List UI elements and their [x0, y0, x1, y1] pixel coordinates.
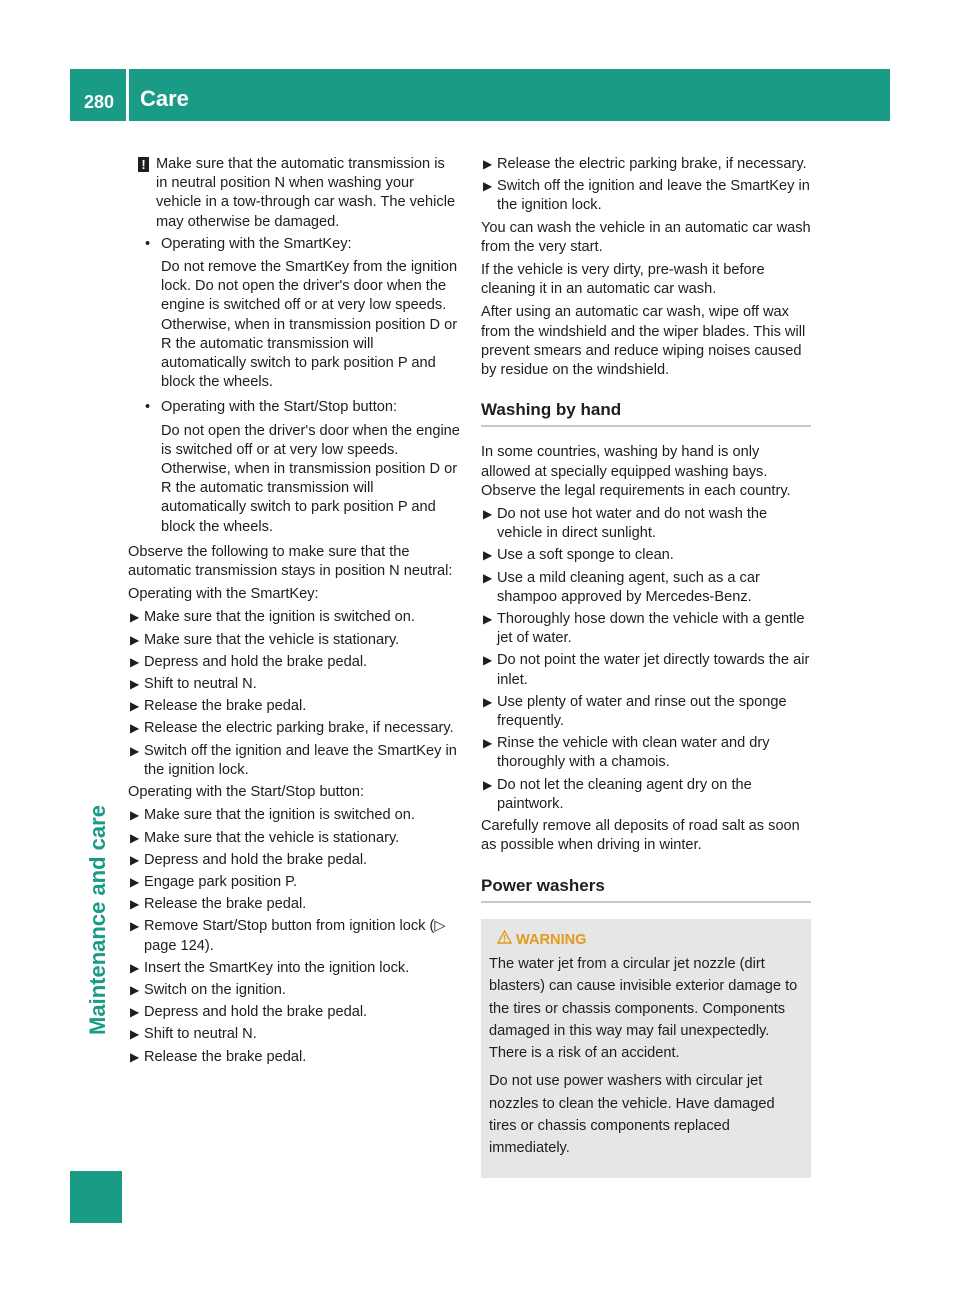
arrow-icon: ▶ [483, 548, 493, 563]
step-item: ▶ Make sure that the ignition is switched on. [128, 608, 460, 627]
arrow-icon: ▶ [483, 694, 493, 709]
bullet-smartkey-text: Do not remove the SmartKey from the ignition lock. Do not open the driver's door when the engine is switched off or at very low speeds. Otherwise, when in transmission position D or R the automatic transmission will automatically switch to park position P and block the wheels. [161, 259, 458, 391]
arrow-icon: ▶ [130, 852, 140, 867]
smartkey-heading: Operating with the SmartKey: [128, 586, 319, 603]
warning-text-1: The water jet from a circular jet nozzle (dirt blasters) can cause invisible exterior damage to the tires or chassis components. Components damaged in this way may fail unexpectedly. There is a risk of an accident. [489, 956, 798, 1062]
arrow-icon: ▶ [483, 653, 493, 668]
arrow-icon: ▶ [483, 777, 493, 792]
arrow-icon: ▶ [130, 874, 140, 889]
arrow-icon: ▶ [130, 808, 140, 823]
bullet-startstop: • Operating with the Start/Stop button: [128, 398, 460, 417]
step-item: ▶ Shift to neutral N. [128, 675, 460, 694]
arrow-icon: ▶ [130, 610, 140, 625]
step-item: ▶ Release the brake pedal. [128, 697, 460, 716]
warning-triangle-icon [497, 929, 512, 951]
step-item: ▶ Switch off the ignition and leave the SmartKey in the ignition lock. [130, 742, 457, 778]
warning-text-2: Do not use power washers with circular jet nozzles to clean the vehicle. Have damaged tires or chassis components replaced immediately. [489, 1073, 775, 1157]
arrow-icon: ▶ [483, 736, 493, 751]
paragraph-countries: In some countries, washing by hand is only allowed at specially equipped washing bays. Observe the legal requirements in each country. [481, 444, 791, 499]
step-item: ▶ Make sure that the vehicle is stationary. [128, 631, 460, 650]
warning-box [481, 919, 811, 1178]
left-column [128, 155, 460, 1070]
step-item: ▶ Make sure that the ignition is switched on. [128, 806, 460, 825]
header-divider [126, 69, 129, 121]
startstop-heading: Operating with the Start/Stop button: [128, 784, 365, 801]
smartkey-steps [128, 608, 460, 780]
step-item: ▶ Rinse the vehicle with clean water and dry thoroughly with a chamois. [483, 735, 770, 771]
heading-washing-by-hand: Washing by hand [481, 400, 811, 427]
arrow-icon: ▶ [483, 612, 493, 627]
arrow-icon: ▶ [130, 1027, 140, 1042]
heading-power-washers: Power washers [481, 876, 811, 903]
step-item: ▶ Engage park position P. [128, 873, 460, 892]
bullet-startstop-text: Do not open the driver's door when the engine is switched off or at very low speeds. Otherwise, when in transmission position D or R the automatic transmission will automatically switch to park position P and block the wheels. [161, 422, 460, 535]
note-text: Make sure that the automatic transmission is in neutral position N when washing your vehicle in a tow-through car wash. The vehicle may otherwise be damaged. [156, 156, 456, 230]
side-tab-marker [70, 1171, 122, 1223]
paragraph-wax: After using an automatic car wash, wipe off wax from the windshield and the wiper blades. This will prevent smears and reduce wiping noises caused by residue on the windshield. [481, 304, 806, 379]
step-item: ▶ Release the electric parking brake, if necessary. [481, 155, 811, 174]
step-item: ▶ Use a mild cleaning agent, such as a car shampoo approved by Mercedes-Benz. [483, 569, 760, 605]
paragraph-road-salt: Carefully remove all deposits of road salt as soon as possible when driving in winter. [481, 818, 800, 854]
paragraph-automatic-wash: You can wash the vehicle in an automatic car wash from the very start. [481, 219, 811, 255]
startstop-steps [128, 806, 460, 1066]
step-item: ▶ Shift to neutral N. [128, 1025, 460, 1044]
arrow-icon: ▶ [483, 570, 493, 585]
step-item: ▶ Depress and hold the brake pedal. [128, 653, 460, 672]
arrow-icon: ▶ [130, 1005, 140, 1020]
step-item: ▶ Release the electric parking brake, if necessary. [128, 719, 460, 738]
arrow-icon: ▶ [130, 919, 140, 934]
arrow-icon: ▶ [483, 157, 493, 171]
arrow-icon: ▶ [130, 632, 140, 647]
header-bar [70, 69, 890, 121]
step-item: ▶ Use a soft sponge to clean. [481, 546, 811, 565]
exclamation-icon: ! [138, 157, 149, 172]
section-title: Care [140, 86, 189, 111]
step-item: ▶ Switch on the ignition. [128, 981, 460, 1000]
observe-paragraph: Observe the following to make sure that the automatic transmission stays in position N neutral: [128, 543, 453, 580]
arrow-icon: ▶ [483, 507, 493, 522]
step-item: ▶ Depress and hold the brake pedal. [128, 851, 460, 870]
arrow-icon: ▶ [130, 897, 140, 912]
step-item: ▶ Release the brake pedal. [128, 895, 460, 914]
step-item: ▶ Do not point the water jet directly towards the air inlet. [483, 652, 810, 688]
step-item: ▶ Switch off the ignition and leave the SmartKey in the ignition lock. [483, 178, 810, 214]
step-item: ▶ Release the brake pedal. [128, 1048, 460, 1067]
step-item: ▶ Do not use hot water and do not wash the vehicle in direct sunlight. [483, 506, 768, 542]
note-block [128, 155, 460, 232]
hand-steps [481, 505, 811, 814]
arrow-icon: ▶ [130, 699, 140, 714]
arrow-icon: ▶ [130, 830, 140, 845]
step-item: ▶ Thoroughly hose down the vehicle with a gentle jet of water. [483, 611, 805, 647]
step-item: ▶ Use plenty of water and rinse out the sponge frequently. [483, 693, 787, 730]
side-tab-label: Maintenance and care [85, 805, 110, 1035]
page-number: 280 [84, 92, 115, 112]
right-column [481, 155, 811, 1178]
step-item: ▶ Depress and hold the brake pedal. [128, 1003, 460, 1022]
arrow-icon: ▶ [130, 1049, 140, 1064]
arrow-icon: ▶ [130, 677, 140, 692]
warning-title: WARNING [489, 929, 803, 951]
arrow-icon: ▶ [130, 960, 140, 975]
arrow-icon: ▶ [130, 654, 140, 669]
step-item: ▶ Insert the SmartKey into the ignition lock. [128, 959, 460, 978]
step-item: ▶ Do not let the cleaning agent dry on the paintwork. [483, 776, 752, 812]
bullet-smartkey: • Operating with the SmartKey: [128, 235, 460, 254]
step-item: ▶ Make sure that the vehicle is stationary. [128, 829, 460, 848]
step-item-page-link[interactable]: ▶ Remove Start/Stop button from ignition lock (▷ page 124). [130, 918, 446, 954]
arrow-icon: ▶ [130, 721, 140, 736]
arrow-icon: ▶ [483, 179, 493, 194]
arrow-icon: ▶ [130, 743, 140, 758]
paragraph-prewash: If the vehicle is very dirty, pre-wash it before cleaning it in an automatic car wash. [481, 262, 765, 298]
arrow-icon: ▶ [130, 982, 140, 997]
